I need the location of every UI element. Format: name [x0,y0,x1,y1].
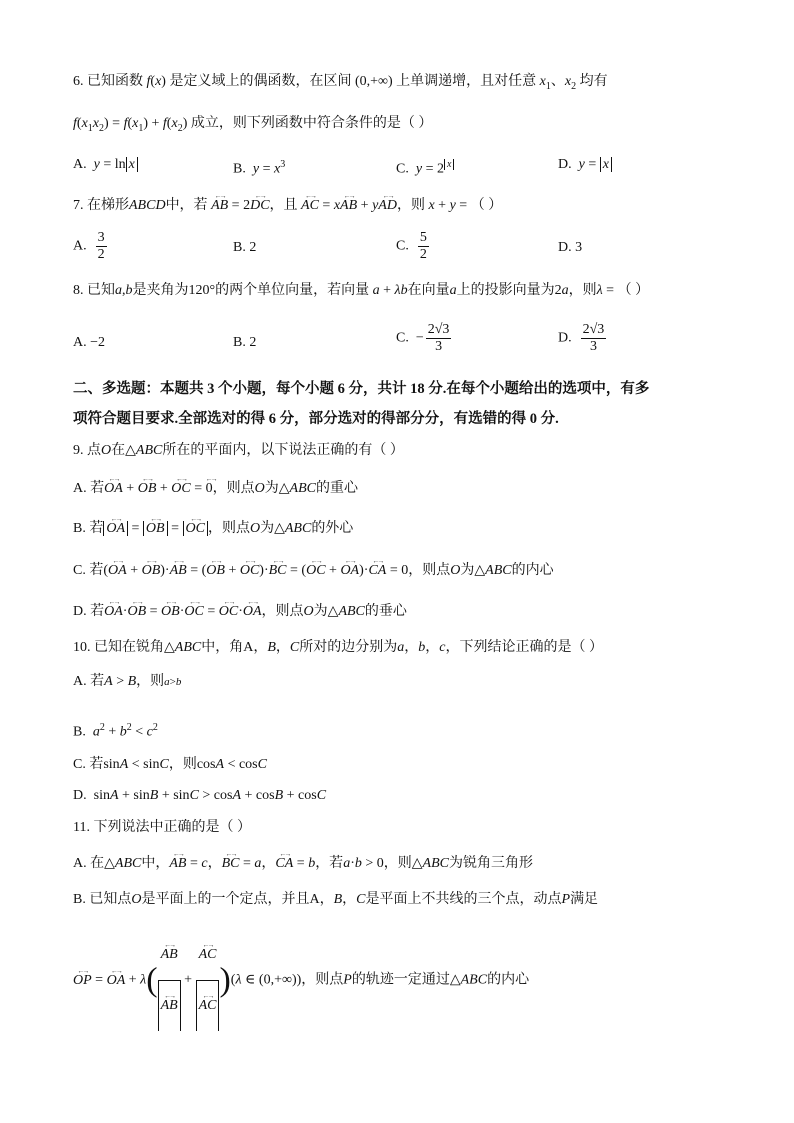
q9-option-d: D. 若←→ OA·←→ OB = ←→ OB·←→ OC = ←→ OC·←→ OA，则点O为△ABC的垂心 [73,602,407,622]
q7-option-c: C. $\frac{5}{2}$ [396,230,427,262]
q7-option-b: B. 2 [233,240,257,255]
q8-stem: 8. 已知a,b是夹角为120°的两个单位向量，若向量 a + λb在向量a上的投影向量为2a，则λ = （ ） [73,283,650,298]
q8-option-d: D. $\frac{2√3}{3}$ [558,322,605,354]
q9-option-a: A. 若←→ OA + ←→ OB + ←→ OC = ←→ 0，则点O为△ABC的重心 [73,479,358,499]
q6-line1: 6. 已知函数 f(x) 是定义域上的偶函数，在区间 (0,+∞) 上单调递增，且对任意 $x_1$、$x_2$ 均有 [73,74,608,92]
q7-option-a: A. $\frac{3}{2}$ [73,230,105,262]
q6-line2: $f(x_1x_2) = f(x_1) + f(x_2)$ 成立，则下列函数中符合条件的是（ ） [73,116,433,134]
q8-option-b: B. 2 [233,335,257,350]
q10-option-d: D. sinA + sinB + sinC > cosA + cosB + cosC [73,788,327,803]
q7-option-d: D. 3 [558,240,583,255]
q7-stem: 7. 在梯形ABCD中，若 ←→ AB = 2←→ DC，且 ←→ AC = x←→ AB + y←→ AD，则 x + y = （ ） [73,196,502,216]
q8-option-c: C. − $\frac{2√3}{3}$ [396,322,450,354]
q11-stem: 11. 下列说法中正确的是（ ） [73,820,251,835]
q6-option-d: D. y = x [558,155,612,175]
section2-heading-line1: 二、多选题：本题共 3 个小题，每个小题 6 分，共计 18 分.在每个小题给出的选项中，有多 [73,381,650,397]
q6-option-b: B. $y = x^3$ [233,159,286,177]
q6-text: 均有 [579,74,608,89]
q10-option-a: A. 若A > B，则a>b [73,674,182,689]
q6-option-c: C. y = 2 $^x$ [396,155,454,180]
q9-stem: 9. 点O在△ABC所在的平面内，以下说法正确的有（ ） [73,443,404,458]
q10-stem: 10. 已知在锐角△ABC中，角A，B，C所对的边分别为a，b，c，下列结论正确的是（ ） [73,640,603,655]
section2-heading-line2: 项符合题目要求.全部选对的得 6 分，部分选对的得部分分，有选错的得 0 分. [73,411,559,427]
q9-option-c: C. 若(←→ OA + ←→ OB)·←→ AB = (←→ OB + ←→ OC)·←→ BC = (←→ OC + ←→ OA)·←→ CA = 0，则点O为△ABC的内心 [73,561,554,581]
q9-option-b: B. 若←→ OA = ←→ OB = ←→ OC ，则点O为△ABC的外心 [73,519,353,539]
q6-option-a: A. y = ln x [73,155,138,175]
q10-option-c: C. 若sinA < sinC，则cosA < cosC [73,757,267,772]
q6-text: 6. 已知函数 [73,74,143,89]
q6-text: 上单调递增，且对任意 [396,74,537,89]
q10-option-b: B. $a^2 + b^2 < c^2$ [73,722,158,740]
q11-option-b-line2: ←→ OP = ←→ OA + λ( ←→ AB ←→ AB + ←→ AC ←→ AC )(λ ∈ (0,+∞))，则点P的轨迹一定通过△ABC的内心 [73,930,529,1031]
q8-option-a: A. −2 [73,335,106,350]
q6-text: 是定义域上的偶函数，在区间 [169,74,352,89]
q11-option-b-line1: B. 已知点O是平面上的一个定点，并且A，B，C是平面上不共线的三个点，动点P满足 [73,892,599,907]
q11-option-a: A. 在△ABC中，←→ AB = c，←→ BC = a，←→ CA = b，若a·b > 0，则△ABC为锐角三角形 [73,854,533,874]
q6-text: 成立，则下列函数中符合条件的是（ ） [190,116,433,131]
